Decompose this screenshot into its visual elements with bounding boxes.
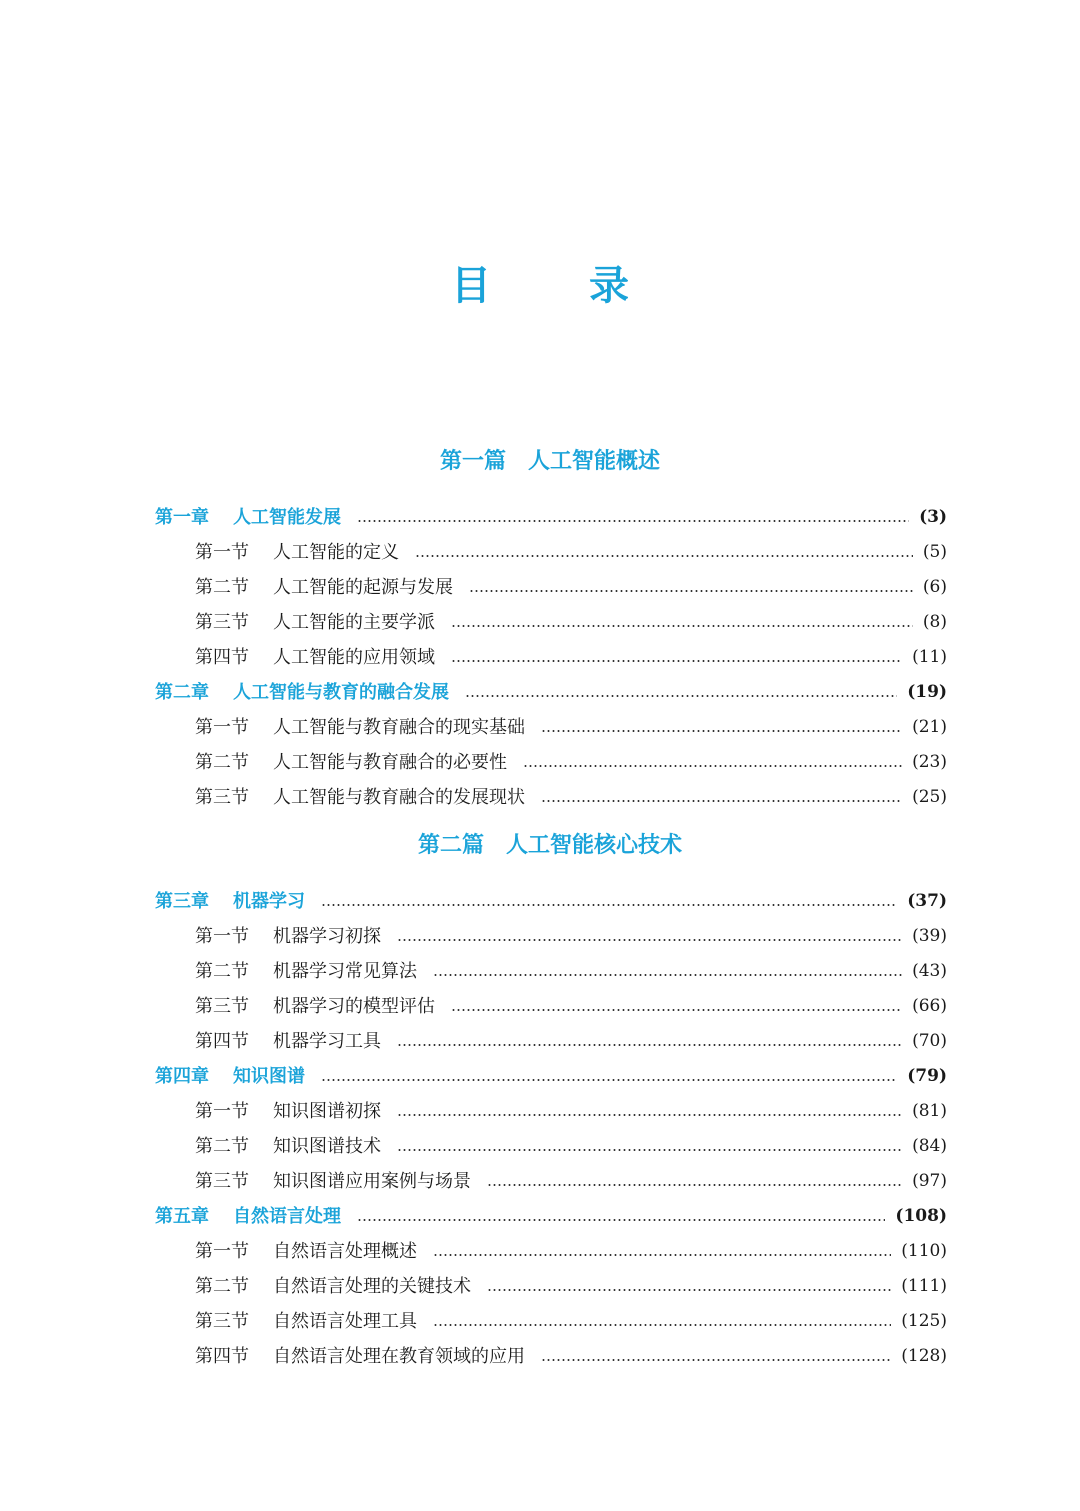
section-number: 第三节 [195,996,249,1017]
section-number: 第一节 [195,926,249,947]
part-heading: 第一篇 人工智能概述 [439,449,660,474]
dot-leader [433,1254,891,1256]
section-title: 人工智能与教育融合的现实基础 [273,717,525,738]
section-title: 机器学习常见算法 [273,961,417,982]
section-number: 第二节 [195,577,249,598]
section-title: 人工智能与教育融合的必要性 [273,752,507,773]
dot-leader [433,1324,891,1326]
page-number: (43) [912,961,947,981]
toc-section-entry[interactable] [195,745,947,780]
section-title: 人工智能与教育融合的发展现状 [273,787,525,808]
page-number: (111) [901,1276,947,1296]
toc-chapter-entry[interactable] [155,675,947,710]
section-number: 第四节 [195,647,249,668]
page-number: (66) [912,996,947,1016]
dot-leader [541,800,902,802]
section-number: 第四节 [195,1031,249,1052]
section-title: 自然语言处理在教育领域的应用 [273,1346,525,1367]
toc-section-entry[interactable] [195,954,947,989]
toc-section-entry[interactable] [195,605,947,640]
dot-leader [541,1359,891,1361]
toc-chapter-entry[interactable] [155,500,947,535]
section-title: 机器学习初探 [273,926,381,947]
chapter-title: 人工智能与教育的融合发展 [233,682,449,703]
chapter-title: 人工智能发展 [233,507,341,528]
toc-section-entry[interactable] [195,1024,947,1059]
section-title: 人工智能的应用领域 [273,647,435,668]
dot-leader [397,1149,902,1151]
dot-leader [451,625,913,627]
page-number: (97) [912,1171,947,1191]
toc-section-entry[interactable] [195,535,947,570]
section-title: 人工智能的主要学派 [273,612,435,633]
dot-leader [397,1114,902,1116]
section-number: 第二节 [195,1136,249,1157]
toc-chapter-entry[interactable] [155,1059,947,1094]
page-number: (125) [901,1311,947,1331]
toc-section-entry[interactable] [195,710,947,745]
toc-section-entry[interactable] [195,1304,947,1339]
chapter-number: 第二章 [155,682,209,703]
chapter-number: 第五章 [155,1206,209,1227]
section-number: 第一节 [195,1241,249,1262]
dot-leader [451,660,902,662]
dot-leader [397,939,902,941]
part-heading: 第二篇 人工智能核心技术 [417,833,682,858]
section-title: 自然语言处理工具 [273,1311,417,1332]
chapter-title: 知识图谱 [233,1066,305,1087]
page-number: (84) [912,1136,947,1156]
section-number: 第三节 [195,1311,249,1332]
section-title: 机器学习工具 [273,1031,381,1052]
dot-leader [415,555,913,557]
page-number: (19) [907,682,947,702]
section-title: 知识图谱初探 [273,1101,381,1122]
toc-section-entry[interactable] [195,989,947,1024]
section-number: 第一节 [195,1101,249,1122]
page-number: (23) [912,752,947,772]
page-number: (39) [912,926,947,946]
page-title: 目 录 [451,263,671,309]
toc-chapter-entry[interactable] [155,884,947,919]
dot-leader [357,1219,885,1221]
page-number: (3) [919,507,947,527]
toc-section-entry[interactable] [195,1164,947,1199]
toc-section-entry[interactable] [195,1339,947,1374]
dot-leader [469,590,913,592]
section-number: 第三节 [195,787,249,808]
chapter-title: 机器学习 [233,891,305,912]
dot-leader [397,1044,902,1046]
toc-section-entry[interactable] [195,1129,947,1164]
toc-section-entry[interactable] [195,1234,947,1269]
section-number: 第二节 [195,961,249,982]
section-title: 知识图谱技术 [273,1136,381,1157]
toc-section-entry[interactable] [195,1269,947,1304]
dot-leader [321,904,897,906]
toc-section-entry[interactable] [195,570,947,605]
page-number: (128) [901,1346,947,1366]
section-number: 第三节 [195,612,249,633]
section-title: 知识图谱应用案例与场景 [273,1171,471,1192]
dot-leader [321,1079,897,1081]
dot-leader [487,1289,891,1291]
page-number: (70) [912,1031,947,1051]
dot-leader [433,974,902,976]
page-number: (5) [922,542,947,562]
toc-chapter-entry[interactable] [155,1199,947,1234]
section-number: 第二节 [195,1276,249,1297]
dot-leader [465,695,897,697]
page-number: (108) [895,1206,947,1226]
page-number: (81) [912,1101,947,1121]
page-number: (25) [912,787,947,807]
toc-section-entry[interactable] [195,780,947,815]
dot-leader [451,1009,902,1011]
page-number: (79) [907,1066,947,1086]
toc-section-entry[interactable] [195,1094,947,1129]
page-number: (37) [907,891,947,911]
section-title: 人工智能的定义 [273,542,399,563]
section-number: 第三节 [195,1171,249,1192]
section-number: 第一节 [195,542,249,563]
page-number: (110) [901,1241,947,1261]
section-number: 第四节 [195,1346,249,1367]
toc-section-entry[interactable] [195,919,947,954]
dot-leader [487,1184,902,1186]
dot-leader [357,520,909,522]
section-title: 自然语言处理的关键技术 [273,1276,471,1297]
page-number: (8) [922,612,947,632]
section-title: 自然语言处理概述 [273,1241,417,1262]
chapter-number: 第三章 [155,891,209,912]
section-number: 第二节 [195,752,249,773]
page-number: (11) [912,647,947,667]
section-title: 人工智能的起源与发展 [273,577,453,598]
chapter-number: 第四章 [155,1066,209,1087]
dot-leader [541,730,902,732]
chapter-number: 第一章 [155,507,209,528]
dot-leader [523,765,902,767]
page-number: (21) [912,717,947,737]
section-title: 机器学习的模型评估 [273,996,435,1017]
section-number: 第一节 [195,717,249,738]
page-number: (6) [922,577,947,597]
toc-section-entry[interactable] [195,640,947,675]
chapter-title: 自然语言处理 [233,1206,341,1227]
